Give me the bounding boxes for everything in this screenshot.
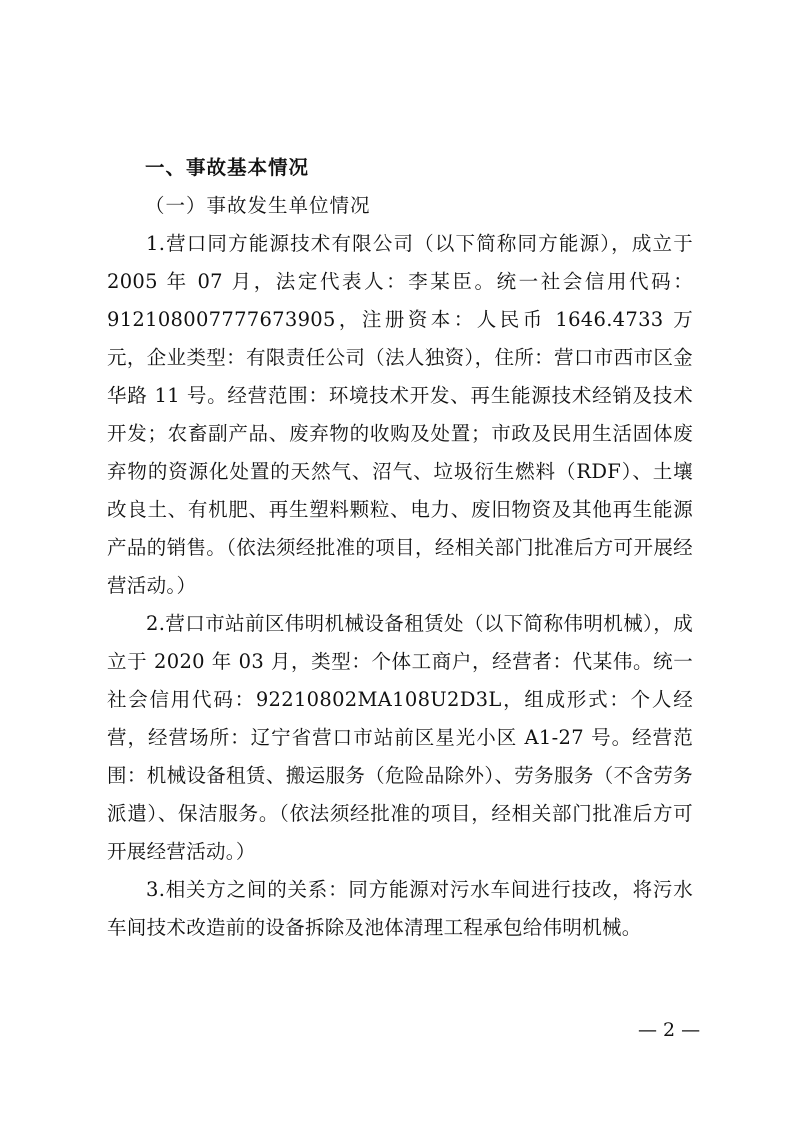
- page-number: — 2 —: [638, 1019, 701, 1041]
- paragraph-company-weiming: 2.营口市站前区伟明机械设备租赁处（以下简称伟明机械），成立于 2020 年 03 月，类型：个体工商户，经营者：代某伟。统一社会信用代码：92210802MA108U2D3L，组成形式：个人经营，经营场所：辽宁省营口市站前区星光小区 A1-27 号。经营范围：机械设备租赁、搬运服务（危险品除外）、劳务服务（不含劳务派遣）、保洁服务。（依法须经批准的项目，经相关部门批准后方可开展经营活动。）: [107, 612, 693, 863]
- subsection-heading: （一）事故发生单位情况: [145, 194, 371, 217]
- document-body: [107, 149, 693, 947]
- paragraph-relationship: 3.相关方之间的关系：同方能源对污水车间进行技改，将污水车间技术改造前的设备拆除及池体清理工程承包给伟明机械。: [107, 878, 693, 939]
- section-heading: 一、事故基本情况: [145, 156, 310, 179]
- paragraph-company-tongfang: 1.营口同方能源技术有限公司（以下简称同方能源），成立于 2005 年 07 月，法定代表人：李某臣。统一社会信用代码：912108007777673905，注册资本：人民币 1646.4733 万元，企业类型：有限责任公司（法人独资），住所：营口市西市区金华路 11 号。经营范围：环境技术开发、再生能源技术经销及技术开发；农畜副产品、废弃物的收购及处置；市政及民用生活固体废弃物的资源化处置的天然气、沼气、垃圾衍生燃料（RDF）、土壤改良土、有机肥、再生塑料颗粒、电力、废旧物资及其他再生能源产品的销售。（依法须经批准的项目，经相关部门批准后方可开展经营活动。）: [107, 232, 693, 597]
